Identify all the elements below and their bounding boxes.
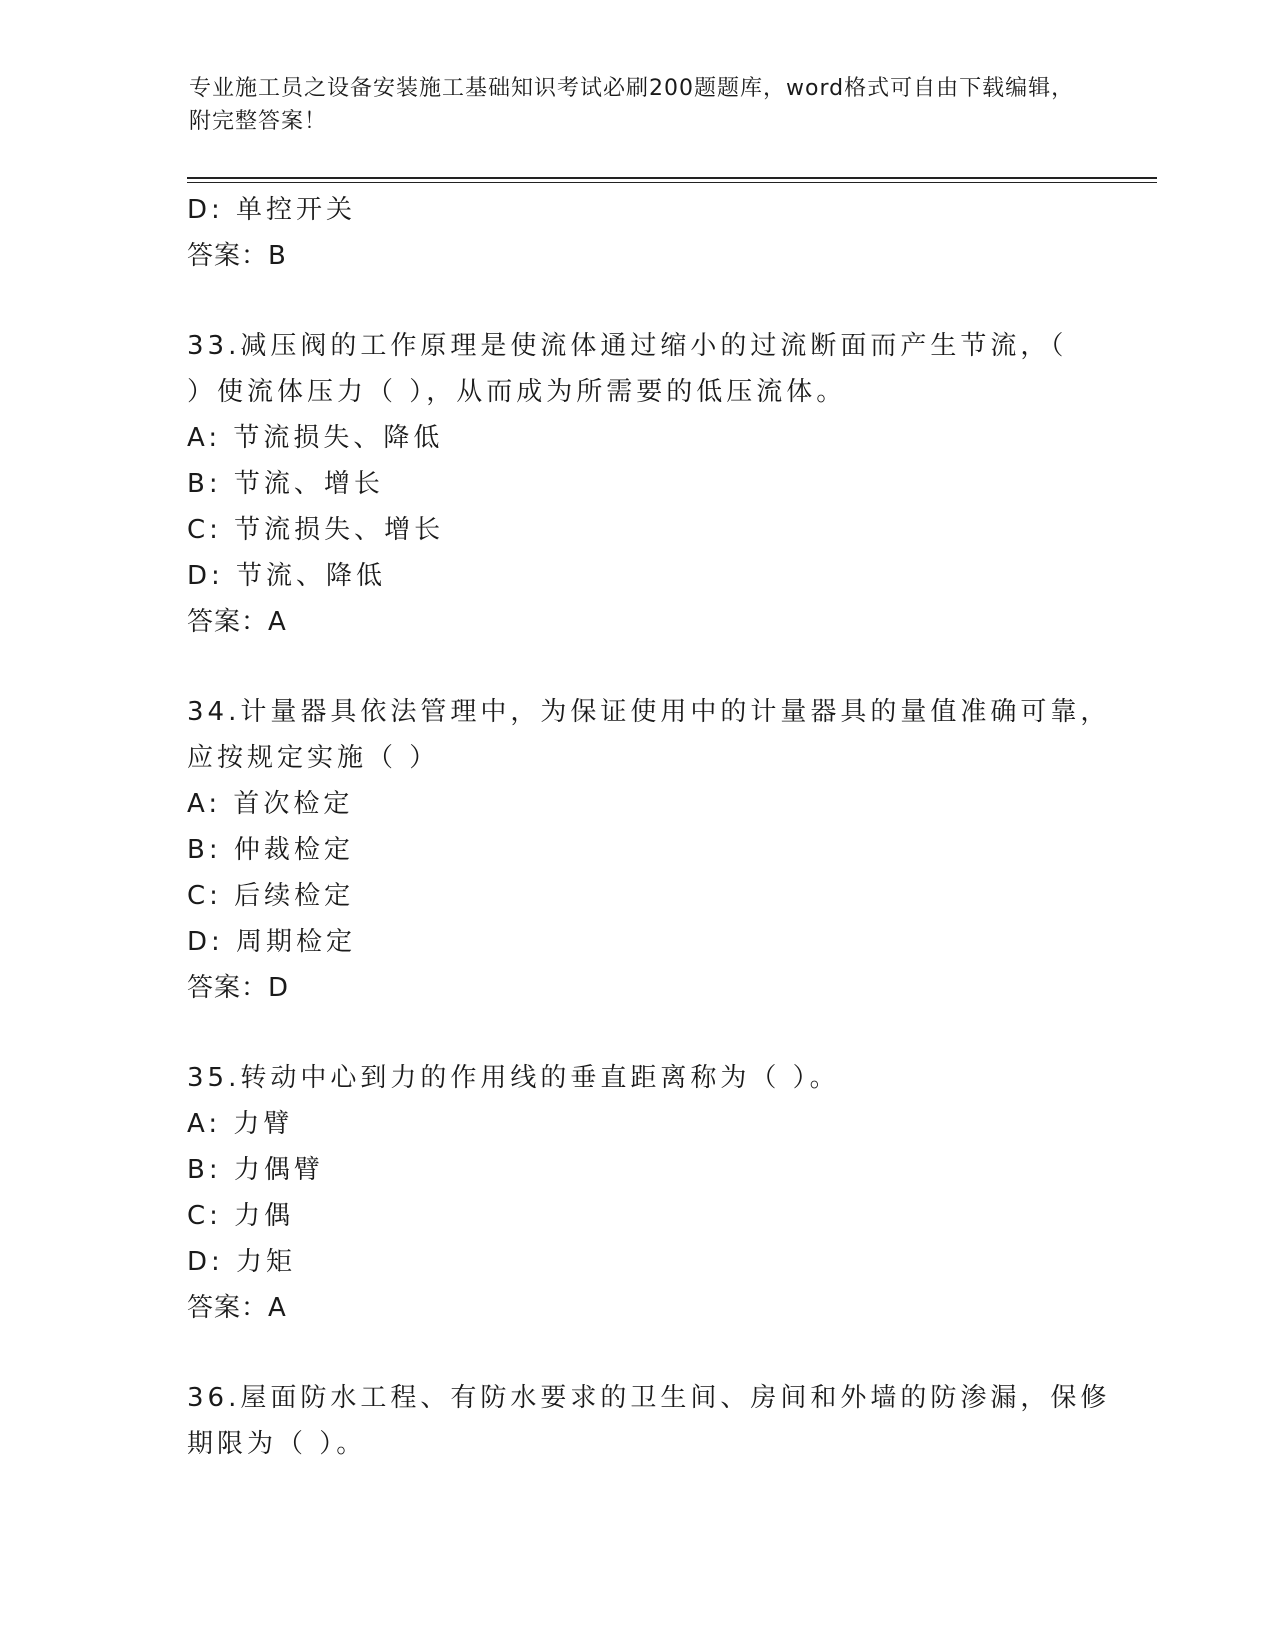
option-c: C: 后续检定	[187, 881, 355, 911]
question-text: 36.屋面防水工程、有防水要求的卫生间、房间和外墙的防渗漏，保修	[187, 1383, 1111, 1413]
question-text: 应按规定实施（ ）	[187, 743, 440, 773]
answer-line: 答案：B	[187, 241, 287, 271]
prev-question-tail	[187, 187, 1087, 279]
question-34	[187, 689, 1111, 1011]
option-b: B: 仲裁检定	[187, 835, 354, 865]
answer-line: 答案：A	[187, 1293, 287, 1323]
option-c: C: 力偶	[187, 1201, 295, 1231]
option-d: D: 周期检定	[187, 927, 357, 957]
question-text: 33.减压阀的工作原理是使流体通过缩小的过流断面而产生节流，（	[187, 331, 1068, 361]
question-35	[187, 1055, 1087, 1331]
option-b: B: 节流、增长	[187, 469, 384, 499]
option-a: A: 节流损失、降低	[187, 423, 444, 453]
header-divider	[187, 177, 1157, 183]
question-36	[187, 1375, 1111, 1467]
question-text: 35.转动中心到力的作用线的垂直距离称为（ ）。	[187, 1063, 840, 1093]
option-d: D: 节流、降低	[187, 561, 387, 591]
option-d: D: 力矩	[187, 1247, 297, 1277]
document-header: 专业施工员之设备安装施工基础知识考试必刷200题题库，word格式可自由下载编辑，附完整答案！	[189, 76, 1075, 134]
option-b: B: 力偶臂	[187, 1155, 324, 1185]
document-body	[187, 187, 1111, 1467]
option-a: A: 首次检定	[187, 789, 354, 819]
option-c: C: 节流损失、增长	[187, 515, 445, 545]
option-a: A: 力臂	[187, 1109, 294, 1139]
question-text: 期限为（ ）。	[187, 1429, 367, 1459]
answer-line: 答案：A	[187, 607, 287, 637]
question-33	[187, 323, 1087, 645]
answer-line: 答案：D	[187, 973, 290, 1003]
option-d: D: 单控开关	[187, 195, 357, 225]
question-text: 34.计量器具依法管理中，为保证使用中的计量器具的量值准确可靠，	[187, 697, 1111, 727]
question-text: ）使流体压力（ ），从而成为所需要的低压流体。	[187, 377, 847, 407]
